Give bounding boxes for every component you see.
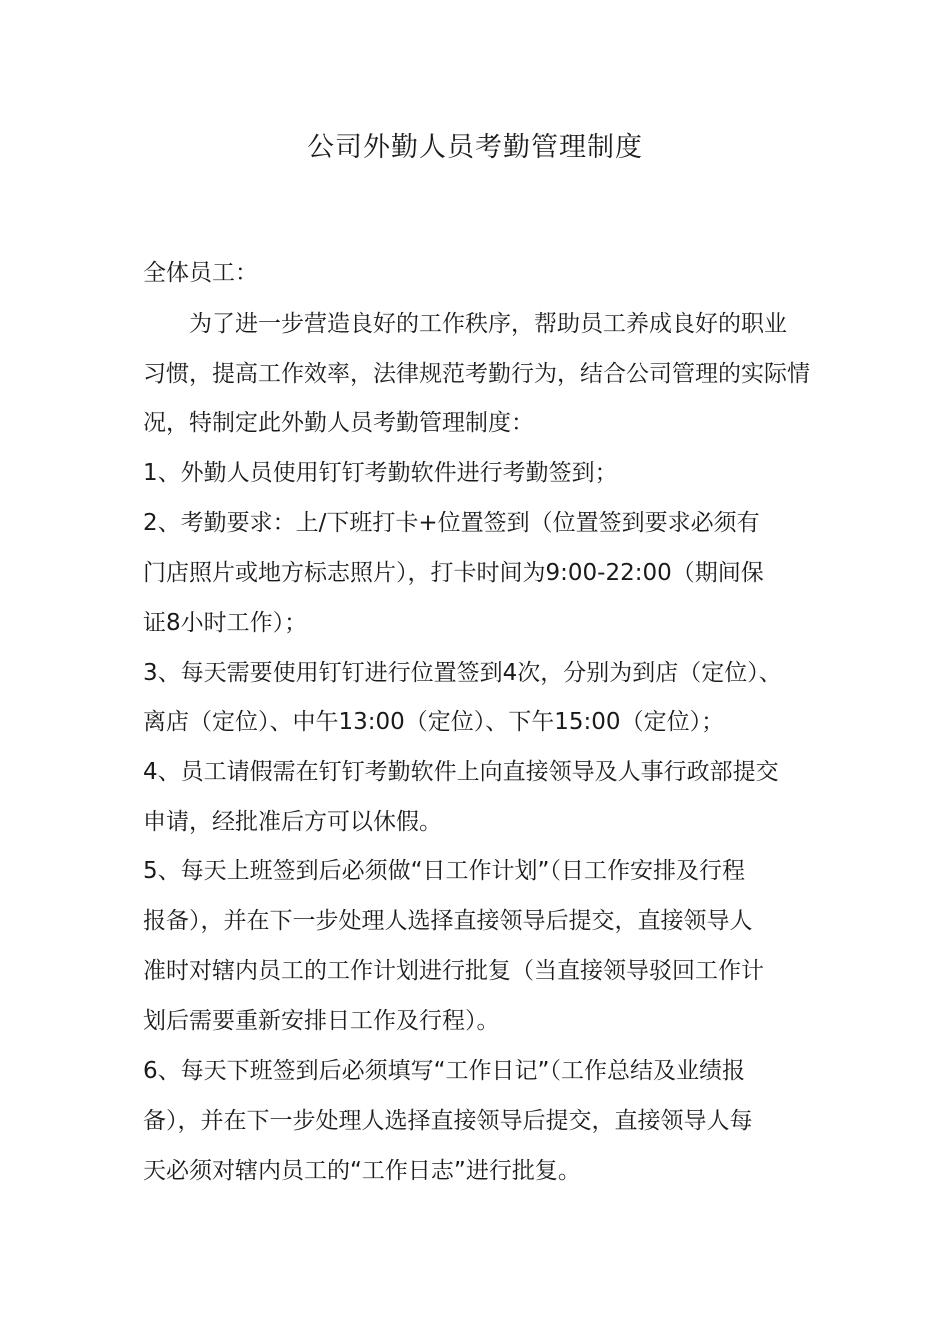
document-title: 公司外勤人员考勤管理制度 <box>307 132 643 163</box>
paragraph-line: 为了进一步营造良好的工作秩序，帮助员工养成良好的职业 <box>189 311 787 337</box>
rule-item-5-line: 准时对辖内员工的工作计划进行批复（当直接领导驳回工作计 <box>143 958 764 984</box>
paragraph-line: 习惯，提高工作效率，法律规范考勤行为，结合公司管理的实际情 <box>143 361 810 387</box>
rule-item-5-line: 报备），并在下一步处理人选择直接领导后提交，直接领导人 <box>143 908 753 934</box>
rule-item-6-line: 备），并在下一步处理人选择直接领导后提交，直接领导人每 <box>143 1108 753 1134</box>
rule-item-6-line: 天必须对辖内员工的“工作日志”进行批复。 <box>143 1158 581 1184</box>
rule-item-3-line: 离店（定位）、中午13:00（定位）、下午15:00（定位）； <box>143 709 725 735</box>
rule-item-4-line: 申请，经批准后方可以休假。 <box>143 809 442 835</box>
rule-item-2-line: 证8小时工作）； <box>143 610 308 636</box>
rule-item-3: 3、每天需要使用钉钉进行位置签到4次，分别为到店（定位）、 <box>143 660 782 686</box>
rule-item-6: 6、每天下班签到后必须填写“工作日记”（工作总结及业绩报 <box>143 1058 745 1084</box>
paragraph-line: 况，特制定此外勤人员考勤管理制度： <box>143 410 534 436</box>
rule-item-1: 1、外勤人员使用钉钉考勤软件进行考勤签到； <box>143 460 618 486</box>
rule-item-2: 2、考勤要求：上/下班打卡+位置签到（位置签到要求必须有 <box>143 510 760 536</box>
greeting: 全体员工： <box>143 260 258 286</box>
rule-item-5-line: 划后需要重新安排日工作及行程）。 <box>143 1008 500 1034</box>
rule-item-4: 4、员工请假需在钉钉考勤软件上向直接领导及人事行政部提交 <box>143 759 779 785</box>
rule-item-2-line: 门店照片或地方标志照片），打卡时间为9:00-22:00（期间保 <box>143 560 764 586</box>
rule-item-5: 5、每天上班签到后必须做“日工作计划”（日工作安排及行程 <box>143 858 745 884</box>
